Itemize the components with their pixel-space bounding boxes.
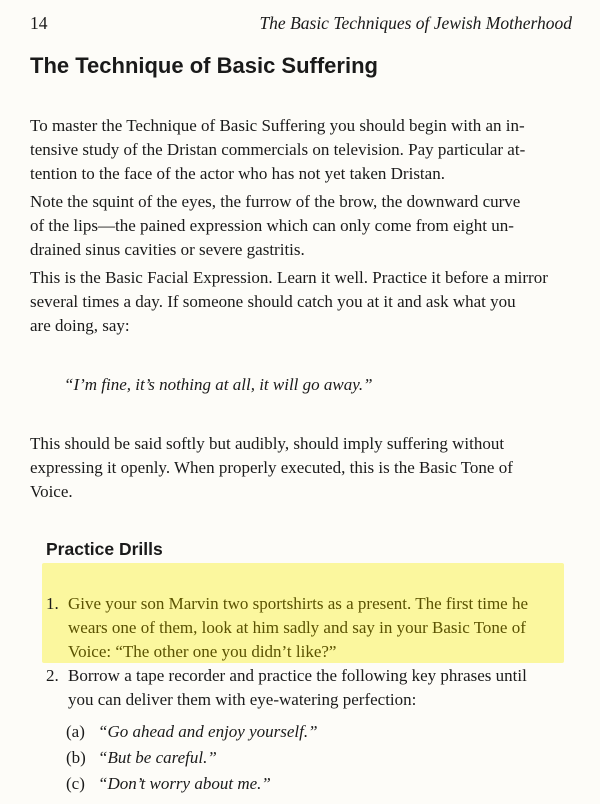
drill-number: 1. — [46, 594, 59, 613]
phrase-letter: (c) — [66, 774, 85, 793]
paragraph-facial-expression[interactable]: This is the Basic Facial Expression. Learn it well. Practice it before a mirror several times a day. If someone should catch you at it and ask what you are doing, say: — [30, 268, 548, 335]
phrase-item[interactable] — [66, 746, 217, 770]
drill-number: 2. — [46, 666, 59, 685]
drill-text: Give your son Marvin two sportshirts as a present. The first time he wears one of them, look at him sadly and say in your Basic Tone of Voice: “The other one you didn’t like?” — [68, 594, 529, 661]
page-number: 14 — [30, 13, 48, 33]
phrase-letter: (b) — [66, 748, 86, 767]
paragraph-expression[interactable]: Note the squint of the eyes, the furrow of the brow, the downward curve of the lips—the pained expression which can only come from eight un- drained sinus cavities or severe gastritis. — [30, 192, 521, 259]
drill-item[interactable] — [46, 664, 564, 712]
running-title: The Basic Techniques of Jewish Motherhood — [259, 13, 572, 33]
phrase-text: “Go ahead and enjoy yourself.” — [98, 722, 318, 741]
section-title: The Technique of Basic Suffering — [30, 53, 378, 78]
phrase-item[interactable] — [66, 720, 318, 744]
paragraph-tone-of-voice[interactable]: This should be said softly but audibly, should imply suffering without expressing it openly. When properly executed, this is the Basic Tone of Voice. — [30, 434, 513, 501]
drill-text: Borrow a tape recorder and practice the following key phrases until you can deliver them with eye-watering perfection: — [68, 666, 527, 709]
phrase-text: “But be careful.” — [98, 748, 217, 767]
phrase-letter: (a) — [66, 722, 85, 741]
practice-drills-heading: Practice Drills — [46, 539, 163, 559]
phrase-text: “Don’t worry about me.” — [98, 774, 271, 793]
block-quote[interactable]: “I’m fine, it’s nothing at all, it will go away.” — [64, 375, 373, 394]
drill-item[interactable] — [46, 592, 564, 664]
paragraph-intro[interactable]: To master the Technique of Basic Suffering you should begin with an in- tensive study of the Dristan commercials on television. Pay particular at- tention to the face of the actor who has not yet taken Dristan. — [30, 116, 526, 183]
phrase-item[interactable] — [66, 772, 271, 796]
